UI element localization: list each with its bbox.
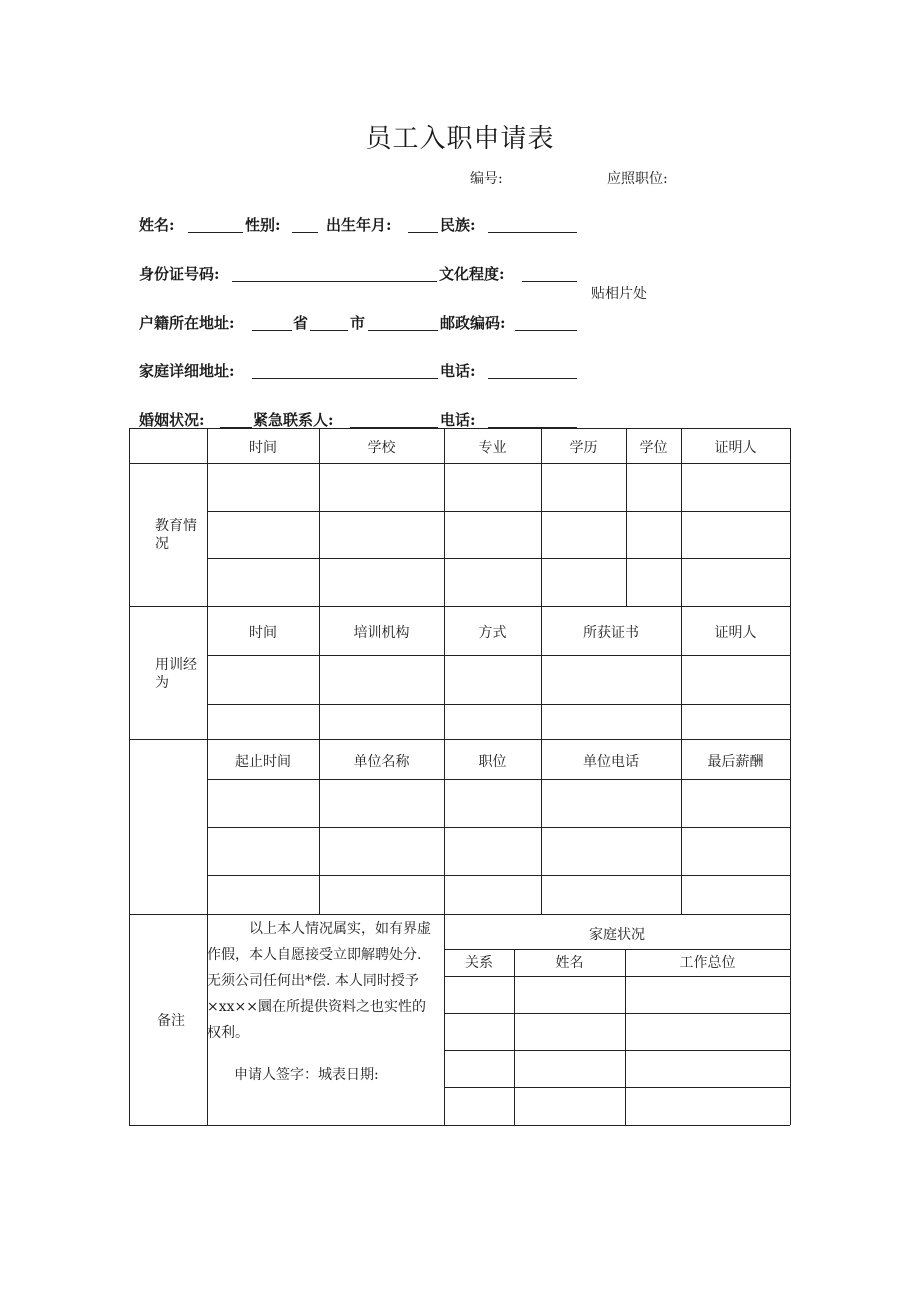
declaration-line: 权利。 bbox=[207, 1025, 249, 1041]
household-label: 户籍所在地址: bbox=[139, 314, 235, 332]
number-label: 编号: bbox=[470, 171, 503, 187]
phone2-label: 电话: bbox=[440, 411, 476, 429]
education-level-blank[interactable] bbox=[522, 281, 577, 282]
name-blank[interactable] bbox=[188, 232, 243, 233]
postcode-label: 邮政编码: bbox=[440, 314, 506, 332]
birth-label: 出生年月: bbox=[326, 216, 392, 234]
table-border-bottom bbox=[129, 1125, 790, 1126]
photo-placeholder: 贴相片处 bbox=[591, 286, 647, 302]
family-title: 家庭状况 bbox=[589, 927, 645, 943]
birth-blank[interactable] bbox=[408, 232, 438, 233]
province-blank[interactable] bbox=[252, 330, 292, 331]
training-header-certificate: 所获证书 bbox=[583, 625, 639, 641]
name-label: 姓名: bbox=[139, 216, 175, 234]
education-section-label: 教育情况 bbox=[155, 518, 197, 552]
training-header-time: 时间 bbox=[249, 625, 277, 641]
signature-line[interactable]: 申请人签字：城表日期: bbox=[234, 1067, 379, 1083]
remarks-label: 备注 bbox=[157, 1013, 185, 1029]
table-border-left bbox=[129, 428, 130, 1125]
education-level-label: 文化程度: bbox=[439, 265, 505, 283]
ethnicity-blank[interactable] bbox=[488, 232, 577, 233]
work-header-position: 职位 bbox=[478, 754, 507, 770]
edu-header-degree: 学位 bbox=[639, 440, 668, 456]
phone-label: 电话: bbox=[440, 362, 476, 380]
marital-label: 婚姻状况: bbox=[139, 411, 205, 429]
family-header-relation: 关系 bbox=[465, 955, 493, 971]
ethnicity-label: 民族: bbox=[440, 216, 476, 234]
edu-header-time: 时间 bbox=[249, 440, 277, 456]
home-address-label: 家庭详细地址: bbox=[139, 362, 235, 380]
table-border-top bbox=[129, 428, 790, 429]
declaration-line: 以上本人情况属实，如有界虚 bbox=[249, 921, 431, 937]
declaration-line: 无须公司任何出*偿. 本人同时授予 bbox=[207, 973, 419, 989]
family-header-workplace: 工作总位 bbox=[679, 955, 736, 971]
home-address-blank[interactable] bbox=[252, 378, 438, 379]
position-label: 应照职位: bbox=[607, 171, 668, 187]
work-header-period: 起止时间 bbox=[235, 754, 291, 770]
training-header-institution: 培训机构 bbox=[353, 625, 410, 641]
declaration-line: ×xx××圜在所提供资料之也实性的 bbox=[207, 999, 426, 1015]
work-header-company: 单位名称 bbox=[353, 754, 410, 770]
phone-blank[interactable] bbox=[488, 378, 577, 379]
address-detail-blank[interactable] bbox=[368, 330, 438, 331]
gender-label: 性别: bbox=[245, 216, 281, 234]
city-blank[interactable] bbox=[310, 330, 348, 331]
gender-blank[interactable] bbox=[292, 232, 318, 233]
declaration-line: 作假，本人自愿接受立即解聘处分. bbox=[207, 947, 422, 963]
training-header-witness: 证明人 bbox=[714, 625, 757, 641]
id-number-blank[interactable] bbox=[232, 281, 437, 282]
edu-header-major: 专业 bbox=[478, 440, 507, 456]
city-label: 市 bbox=[350, 314, 366, 332]
province-label: 省 bbox=[293, 314, 309, 332]
work-header-last-salary: 最后薪酬 bbox=[707, 754, 764, 770]
edu-header-school: 学校 bbox=[367, 440, 396, 456]
training-section-label: 用训经为 bbox=[155, 657, 197, 691]
family-header-name: 姓名 bbox=[555, 955, 584, 971]
page-title: 员工入职申请表 bbox=[365, 124, 555, 154]
work-header-company-phone: 单位电话 bbox=[583, 754, 639, 770]
table-border-right bbox=[790, 428, 791, 1125]
emergency-contact-label: 紧急联系人: bbox=[253, 411, 334, 429]
postcode-blank[interactable] bbox=[515, 330, 577, 331]
declaration-text bbox=[207, 916, 443, 1046]
edu-header-education: 学历 bbox=[569, 440, 598, 456]
id-number-label: 身份证号码: bbox=[139, 265, 220, 283]
edu-header-witness: 证明人 bbox=[714, 440, 757, 456]
training-header-method: 方式 bbox=[478, 625, 507, 641]
